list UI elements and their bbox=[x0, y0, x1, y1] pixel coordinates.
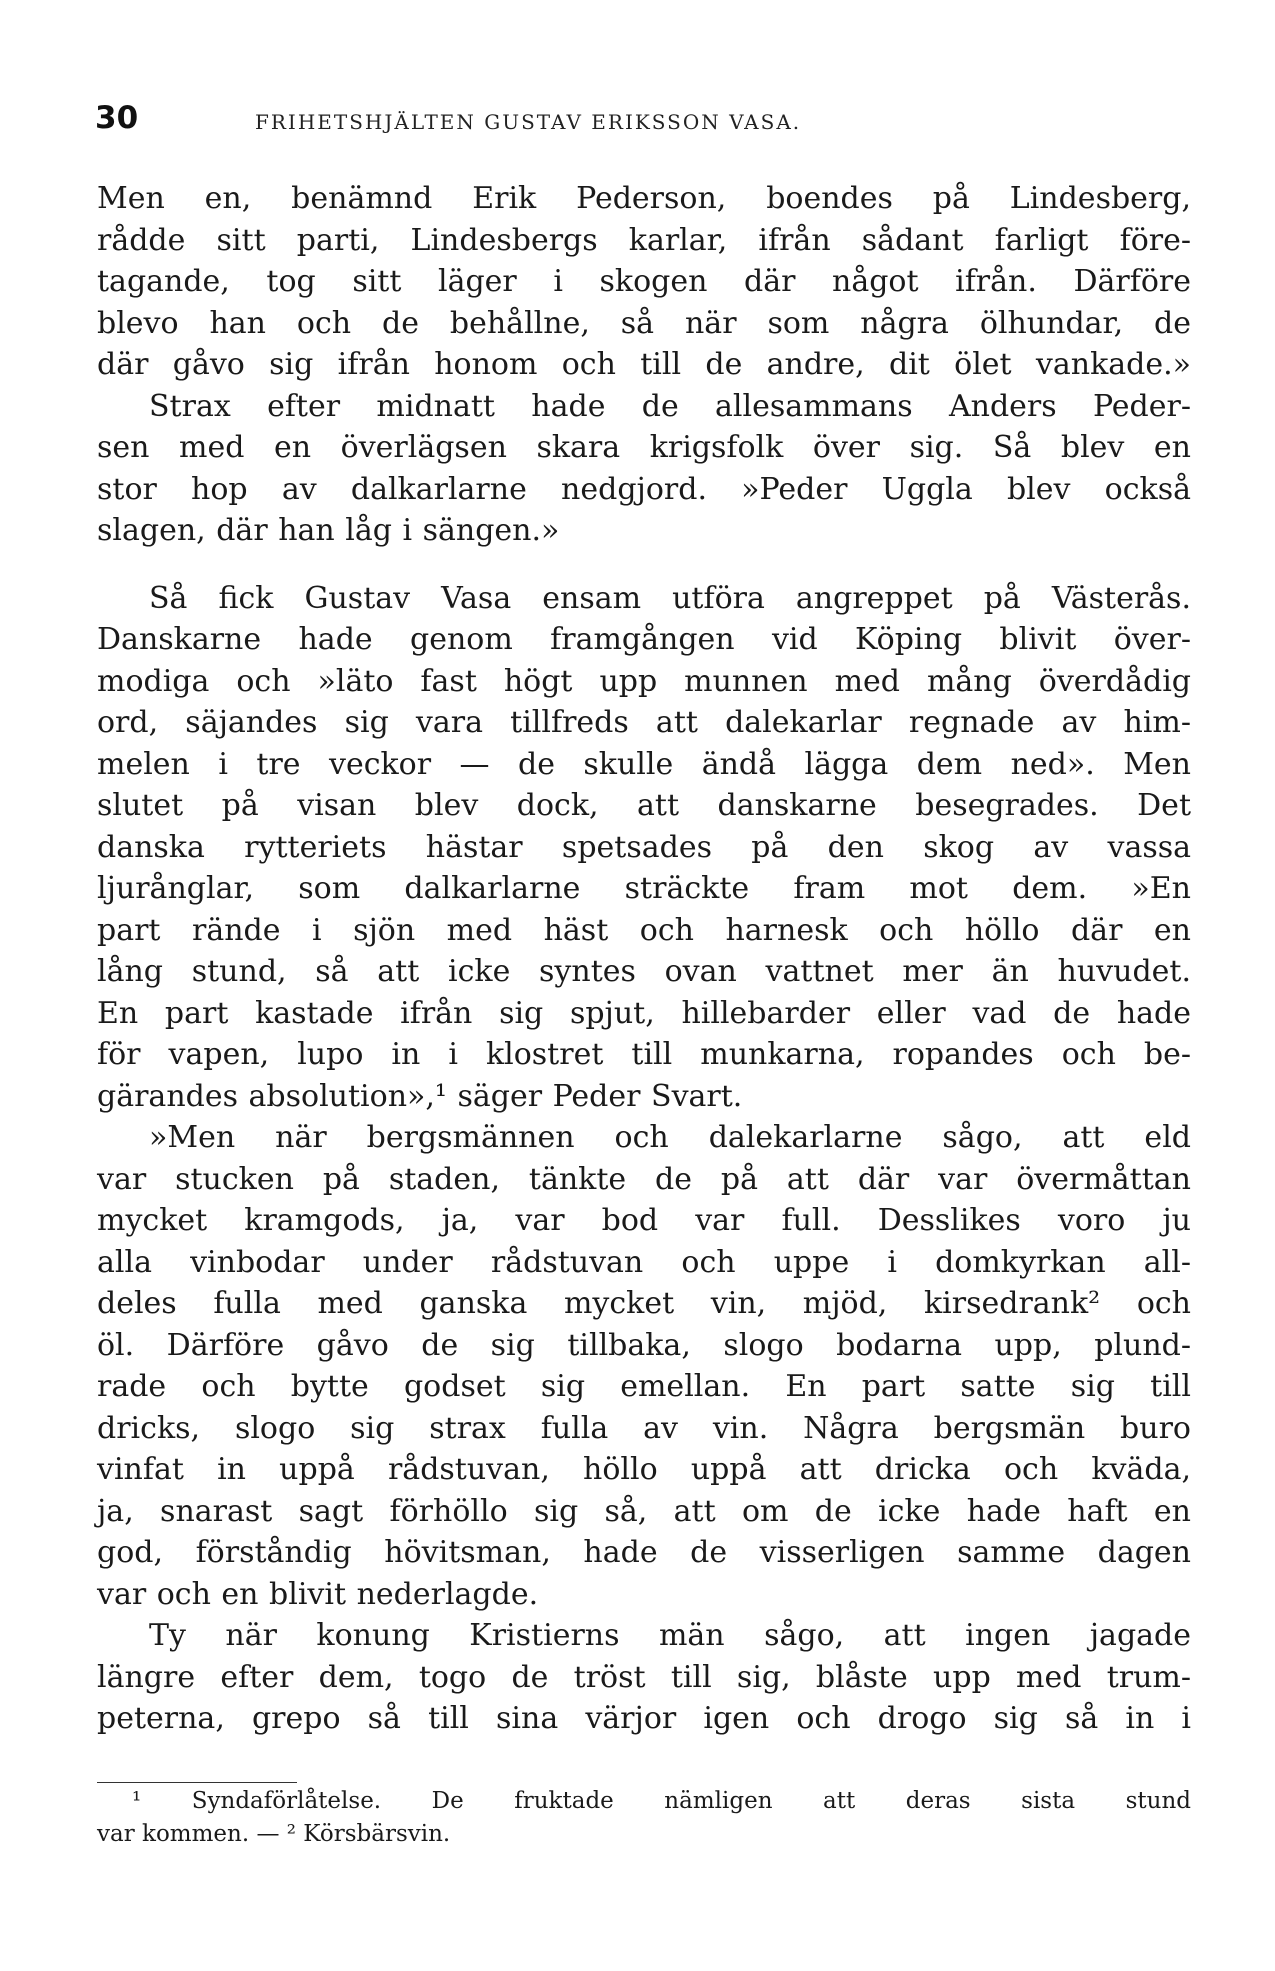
text-line: lång stund, så att icke syntes ovan vattnet mer än huvudet. bbox=[97, 954, 1191, 989]
text-line: Ty när konung Kristierns män sågo, att ingen jagade bbox=[149, 1618, 1191, 1653]
text-line: Strax efter midnatt hade de allesammans Anders Peder- bbox=[149, 388, 1191, 424]
text-line: gärandes absolution»,¹ säger Peder Svart. bbox=[97, 1078, 743, 1114]
body-text bbox=[97, 178, 1191, 1740]
footnote-line: ¹ Syndaförlåtelse. De fruktade nämligen att deras sista stund bbox=[132, 1788, 1191, 1814]
text-line: god, förståndig hövitsman, hade de visserligen samme dagen bbox=[97, 1535, 1191, 1570]
text-line: ord, säjandes sig vara tillfreds att dalekarlar regnade av him- bbox=[97, 705, 1191, 740]
text-line: ljurånglar, som dalkarlarne sträckte fram mot dem. »En bbox=[97, 871, 1191, 906]
text-line: Danskarne hade genom framgången vid Köping blivit över- bbox=[97, 622, 1191, 657]
paragraph-gap bbox=[97, 552, 1191, 578]
text-line: sen med en överlägsen skara krigsfolk över sig. Så blev en bbox=[97, 430, 1191, 465]
running-head: FRIHETSHJÄLTEN GUSTAV ERIKSSON VASA. bbox=[255, 110, 802, 134]
text-line: vinfat in uppå rådstuvan, höllo uppå att dricka och kväda, bbox=[97, 1452, 1191, 1487]
text-line: rade och bytte godset sig emellan. En part satte sig till bbox=[97, 1369, 1191, 1404]
text-line: modiga och »läto fast högt upp munnen med mång överdådig bbox=[97, 663, 1191, 699]
text-line: mycket kramgods, ja, var bod var full. Desslikes voro ju bbox=[97, 1203, 1191, 1238]
text-line: slutet på visan blev dock, att danskarne besegrades. Det bbox=[97, 788, 1191, 823]
text-line: melen i tre veckor — de skulle ändå lägga dem ned». Men bbox=[97, 746, 1191, 782]
text-line: alla vinbodar under rådstuvan och uppe i domkyrkan all- bbox=[97, 1244, 1191, 1280]
text-line: öl. Därföre gåvo de sig tillbaka, slogo bodarna upp, plund- bbox=[97, 1327, 1191, 1363]
text-line: En part kastade ifrån sig spjut, hillebarder eller vad de hade bbox=[97, 995, 1191, 1031]
text-line: blevo han och de behållne, så när som några ölhundar, de bbox=[97, 305, 1191, 341]
text-line: tagande, tog sitt läger i skogen där något ifrån. Därföre bbox=[97, 264, 1191, 299]
text-line: stor hop av dalkarlarne nedgjord. »Peder Uggla blev också bbox=[97, 471, 1191, 507]
page-header bbox=[95, 100, 1195, 140]
text-line: danska rytteriets hästar spetsades på den skog av vassa bbox=[97, 829, 1191, 865]
footnotes bbox=[97, 1785, 1191, 1851]
text-line: Men en, benämnd Erik Pederson, boendes på Lindesberg, bbox=[97, 181, 1191, 216]
text-line: rådde sitt parti, Lindesbergs karlar, ifrån sådant farligt före- bbox=[97, 222, 1191, 258]
text-line: Så fick Gustav Vasa ensam utföra angreppet på Västerås. bbox=[149, 580, 1191, 616]
text-line: deles fulla med ganska mycket vin, mjöd, kirsedrank² och bbox=[97, 1286, 1191, 1321]
text-line: där gåvo sig ifrån honom och till de andre, dit ölet vankade.» bbox=[97, 347, 1191, 382]
text-line: slagen, där han låg i sängen.» bbox=[97, 513, 560, 548]
text-line: peterna, grepo så till sina värjor igen och drogo sig så in i bbox=[97, 1701, 1191, 1736]
page-number: 30 bbox=[95, 100, 139, 136]
text-line: var stucken på staden, tänkte de på att där var övermåttan bbox=[97, 1161, 1191, 1197]
text-line: ja, snarast sagt förhöllo sig så, att om de icke hade haft en bbox=[97, 1493, 1191, 1529]
text-line: längre efter dem, togo de tröst till sig, blåste upp med trum- bbox=[97, 1659, 1191, 1695]
text-line: var och en blivit nederlagde. bbox=[97, 1576, 539, 1612]
text-line: dricks, slogo sig strax fulla av vin. Några bergsmän buro bbox=[97, 1410, 1191, 1446]
footnote-line: var kommen. — ² Körsbärsvin. bbox=[97, 1821, 451, 1847]
text-line: för vapen, lupo in i klostret till munkarna, ropandes och be- bbox=[97, 1037, 1191, 1072]
text-line: »Men när bergsmännen och dalekarlarne sågo, att eld bbox=[149, 1120, 1191, 1155]
footnote-divider bbox=[97, 1782, 297, 1783]
text-line: part rände i sjön med häst och harnesk och höllo där en bbox=[97, 912, 1191, 948]
